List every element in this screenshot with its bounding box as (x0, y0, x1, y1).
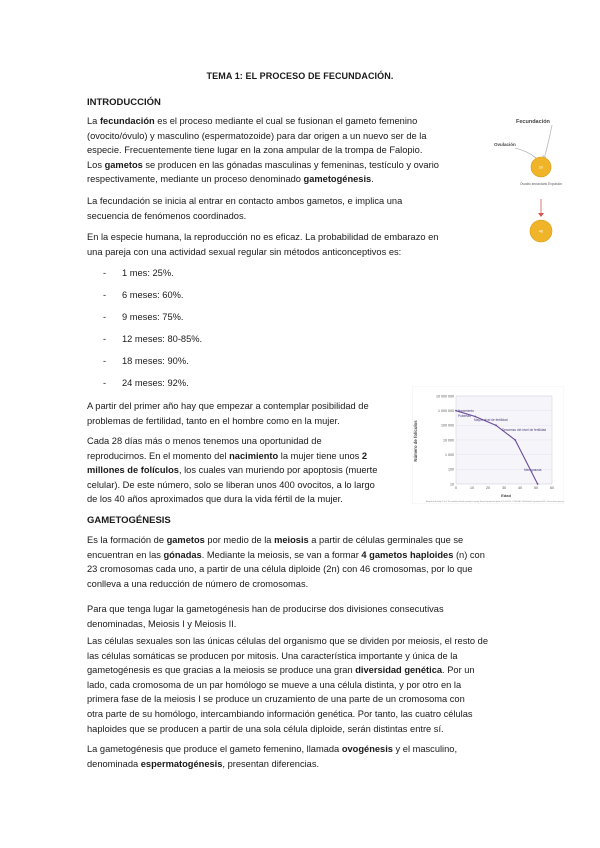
data-point (537, 483, 539, 485)
data-point (514, 439, 516, 441)
arrow-down-icon (538, 213, 544, 217)
intro-heading: INTRODUCCIÓN (87, 97, 161, 108)
figure-label-ovulation: Ovulación (494, 142, 516, 147)
follicle-chart (412, 386, 564, 504)
x-tick-label: 40 (518, 486, 522, 490)
data-point (495, 424, 497, 426)
chart-source: Adapted de de Faddy JT et al. The variability of female reproductive ageing. Human Reproduction Update 8 (2): 141-154. © 2009 WHO / World Health Organization 2009 - Source: doctor gives you (426, 502, 564, 503)
ovulation-line (515, 148, 536, 158)
y-axis-label: Número de folículos (413, 420, 418, 462)
y-tick-label: 1 000 (445, 452, 454, 457)
annotation-label: Mayor nivel de fertilidad (474, 418, 508, 422)
list-item: - 12 meses: 80-85%. (103, 334, 203, 344)
list-item: - 18 meses: 90%. (103, 356, 189, 366)
list-item: - 9 meses: 75%. (103, 312, 184, 322)
cell-label: 46 (538, 228, 544, 234)
gametogenesis-paragraph-1: Es la formación de gametos por medio de la meiosis a partir de células germinales que se encuentran en las gónadas. Mediante la meiosis, se van a formar 4 gametos haploides (n) con 23 cromosomas cada uno, a partir de una célula diploide (2n) con 46 cromosomas, por lo que conlleva a una reducción de número de cromosomas. (87, 535, 485, 589)
gametogenesis-paragraph-2: Para que tenga lugar la gametogénesis han de producirse dos divisiones consecutivas denominadas, Meiosis I y Meiosis II. (87, 604, 444, 629)
intro-paragraph-3: En la especie humana, la reproducción no es eficaz. La probabilidad de embarazo en una pareja con una actividad sexual regular sin métodos anticonceptivos es: (87, 232, 439, 257)
x-tick-label: 30 (502, 486, 506, 490)
x-tick-label: 50 (534, 486, 538, 490)
intro-paragraph-5: Cada 28 días más o menos tenemos una oportunidad de reproducirnos. En el momento del nacimiento la mujer tiene unos 2 millones de folículos, los cuales van muriendo por apoptosis (muerte celular). De este número, solo se liberan unos 400 ovocitos, a lo largo de los 40 años aproximados que dura la vida fértil de la mujer. (87, 436, 378, 505)
figure-title: Fecundación (516, 119, 550, 125)
annotation-label: Descenso del nivel de fertilidad (502, 428, 547, 432)
y-tick-label: 10 000 000 (436, 394, 454, 399)
gametogenesis-paragraph-3: Las células sexuales son las únicas células del organismo que se dividen por meiosis, el resto de las células somáticas se producen por mitosis. Una característica importante y única de la gametogénesis es que gracias a la meiosis se produce una gran diversidad genética. Por un lado, cada cromosoma de un par homólogo se mueve a una célula distinta, y por otro en la primera fase de la meiosis I se produce un cruzamiento de una parte de un cromosoma con otra parte de su homólogo, intercambiando información genética. Por tanto, las cuatro células haploides que se producen a partir de una sola célula diploide, serán distintas entre sí. (87, 636, 489, 734)
x-tick-label: 60 (550, 486, 554, 490)
y-tick-label: 100 (448, 467, 454, 472)
annotation-label: Menopausia (524, 468, 542, 472)
intro-paragraph-1: La fecundación es el proceso mediante el cual se fusionan el gameto femenino (ovocito/óvulo) y masculino (espermatozoide) para dar origen a un nuevo ser de la especie. Frecuentemente tiene lugar en la zona ampular de la trompa de Falopio. Los gametos se producen en las gónadas masculinas y femeninas, testículo y ovario respectivamente, mediante un proceso denominado gametogénesis. (87, 116, 439, 185)
gametogenesis-paragraph-4: La gametogénesis que produce el gameto femenino, llamada ovogénesis y el masculino, denominada espermatogénesis, presentan diferencias. (87, 744, 458, 769)
annotation-label: Nacimiento (458, 409, 474, 413)
list-item: - 1 mes: 25%. (103, 268, 174, 278)
list-item: - 6 meses: 60%. (103, 290, 184, 300)
cell-label: 2n (538, 164, 544, 170)
annotation-label: Pubertad (458, 414, 471, 418)
figure-label-oocyte: Ovocito secundario Expulsión (520, 182, 562, 186)
data-point (455, 410, 457, 412)
x-tick-label: 20 (486, 486, 490, 490)
y-tick-label: 10 (450, 482, 454, 487)
x-tick-label: 0 (455, 486, 457, 490)
y-tick-label: 10 000 (443, 438, 454, 443)
fecundation-figure (490, 115, 590, 255)
list-item: - 24 meses: 92%. (103, 378, 189, 388)
y-tick-label: 100 000 (441, 423, 454, 428)
page-title: TEMA 1: EL PROCESO DE FECUNDACIÓN. (206, 71, 394, 81)
intro-paragraph-4: A partir del primer año hay que empezar a contemplar posibilidad de problemas de fertilidad, tanto en el hombre como en la mujer. (87, 401, 369, 426)
intro-paragraph-2: La fecundación se inicia al entrar en contacto ambos gametos, e implica una secuencia de fenómenos coordinados. (87, 196, 403, 221)
gametogenesis-heading: GAMETOGÉNESIS (87, 515, 171, 526)
x-tick-label: 10 (470, 486, 474, 490)
y-tick-label: 1 000 000 (438, 408, 454, 413)
sperm-tail (545, 125, 552, 155)
x-axis-label: Edad (501, 493, 511, 498)
